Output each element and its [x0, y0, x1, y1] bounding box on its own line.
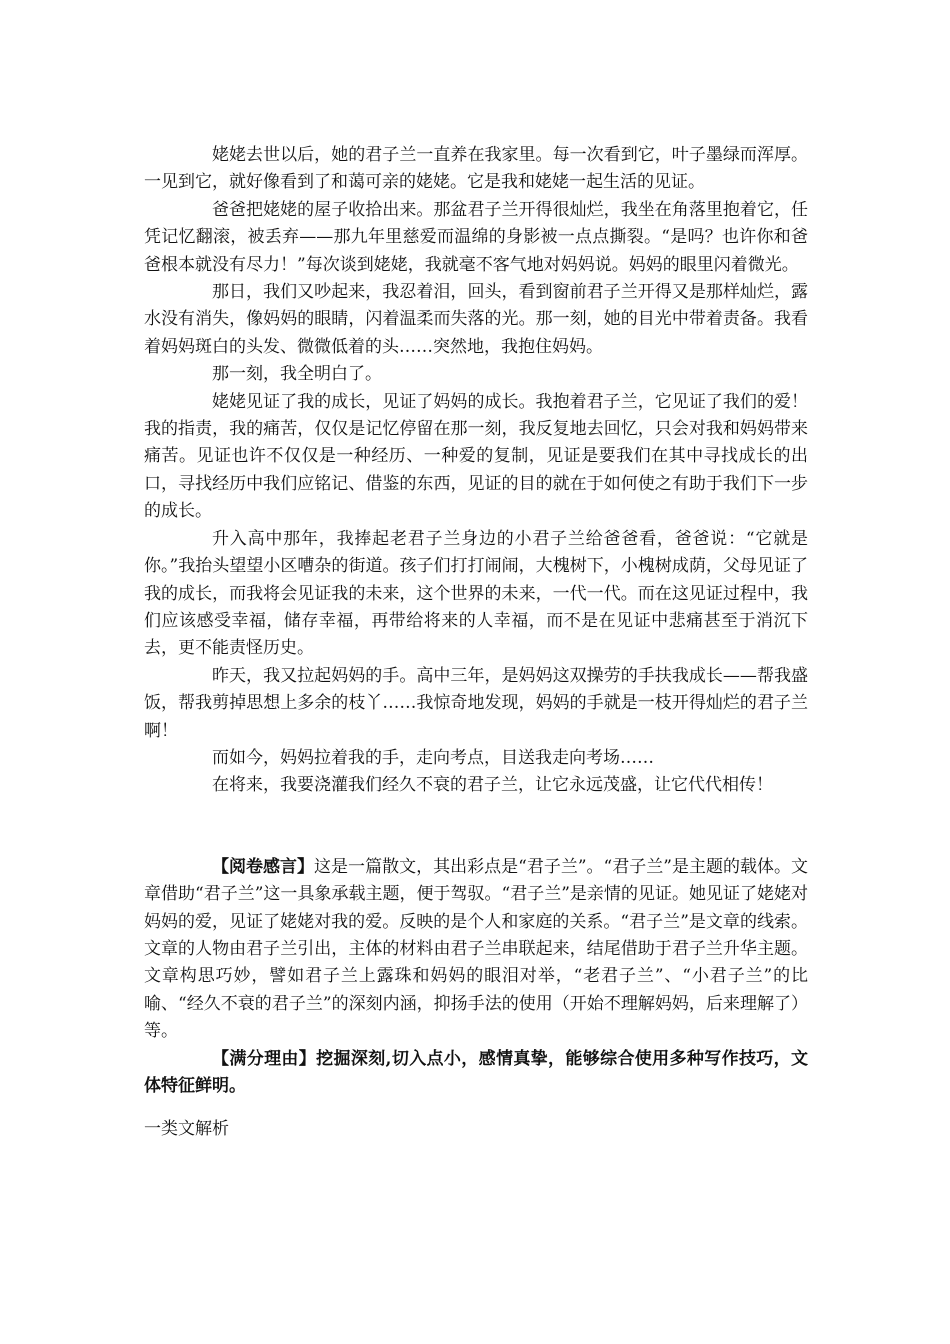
essay-paragraph-1: 姥姥去世以后，她的君子兰一直养在我家里。每一次看到它，叶子墨绿而浑厚。一见到它，就好像看到了和蔼可亲的姥姥。它是我和姥姥一起生活的见证。 [144, 145, 808, 193]
section-spacer [144, 800, 808, 854]
essay-paragraph-5: 姥姥见证了我的成长，见证了妈妈的成长。我抱着君子兰，它见证了我们的爱！我的指责，我的痛苦，仅仅是记忆停留在那一刻，我反复地去回忆，只会对我和妈妈带来痛苦。见证也许不仅仅是一种经历、一种爱的复制，见证是要我们在其中寻找成长的出口，寻找经历中我们应铭记、借鉴的东西，见证的目的就在于如何使之有助于我们下一步的成长。 [144, 391, 808, 522]
essay-paragraph-4: 那一刻，我全明白了。 [212, 364, 382, 385]
full-marks-heading: 【满分理由】 [212, 1048, 317, 1069]
full-marks-reason [144, 1046, 808, 1101]
essay-paragraph-9: 在将来，我要浇灌我们经久不衰的君子兰，让它永远茂盛，让它代代相传！ [212, 775, 773, 796]
review-heading: 【阅卷感言】 [212, 856, 315, 877]
essay-body [144, 142, 808, 800]
essay-paragraph-2: 爸爸把姥姥的屋子收拾出来。那盆君子兰开得很灿烂，我坐在角落里抱着它，任凭记忆翻滚，被丢弃——那九年里慈爱而温绵的身影被一点点撕裂。“是吗？也许你和爸爸根本就没有尽力！”每次谈到姥姥，我就毫不客气地对妈妈说。妈妈的眼里闪着微光。 [144, 199, 808, 275]
full-marks-text: 挖掘深刻,切入点小，感情真挚，能够综合使用多种写作技巧，文体特征鲜明。 [144, 1048, 809, 1096]
essay-paragraph-3: 那日，我们又吵起来，我忍着泪，回头，看到窗前君子兰开得又是那样灿烂，露水没有消失，像妈妈的眼睛，闪着温柔而失落的光。那一刻，她的目光中带着责备。我看着妈妈斑白的头发、微微低着的头……突然地，我抱住妈妈。 [144, 282, 808, 357]
essay-paragraph-8: 而如今，妈妈拉着我的手，走向考点，目送我走向考场…… [212, 747, 654, 768]
essay-paragraph-6: 升入高中那年，我捧起老君子兰身边的小君子兰给爸爸看，爸爸说：“它就是你。”我抬头望望小区嘈杂的街道。孩子们打打闹闹，大槐树下，小槐树成荫，父母见证了我的成长，而我将会见证我的未来，这个世界的未来，一代一代。而在这见证过程中，我们应该感受幸福，储存幸福，再带给将来的人幸福，而不是在见证中悲痛甚至于消沉下去，更不能责怪历史。 [144, 528, 808, 659]
footer-section-title: 一类文解析 [144, 1119, 229, 1140]
essay-paragraph-7: 昨天，我又拉起妈妈的手。高中三年，是妈妈这双操劳的手扶我成长——帮我盛饭，帮我剪掉思想上多余的枝丫……我惊奇地发现，妈妈的手就是一枝开得灿烂的君子兰啊！ [144, 665, 808, 741]
document-page [144, 142, 808, 1144]
review-text: 这是一篇散文，其出彩点是“君子兰”。“君子兰”是主题的载体。文章借助“君子兰”这一具象承载主题，便于驾驭。“君子兰”是亲情的见证。她见证了姥姥对妈妈的爱，见证了姥姥对我的爱。反映的是个人和家庭的关系。“君子兰”是文章的线索。文章的人物由君子兰引出，主体的材料由君子兰串联起来，结尾借助于君子兰升华主题。文章构思巧妙，譬如君子兰上露珠和妈妈的眼泪对举，“老君子兰”、“小君子兰”的比喻、“经久不衰的君子兰”的深刻内涵，抑扬手法的使用（开始不理解妈妈，后来理解了）等。 [144, 856, 809, 1042]
review-comment [144, 854, 808, 1046]
